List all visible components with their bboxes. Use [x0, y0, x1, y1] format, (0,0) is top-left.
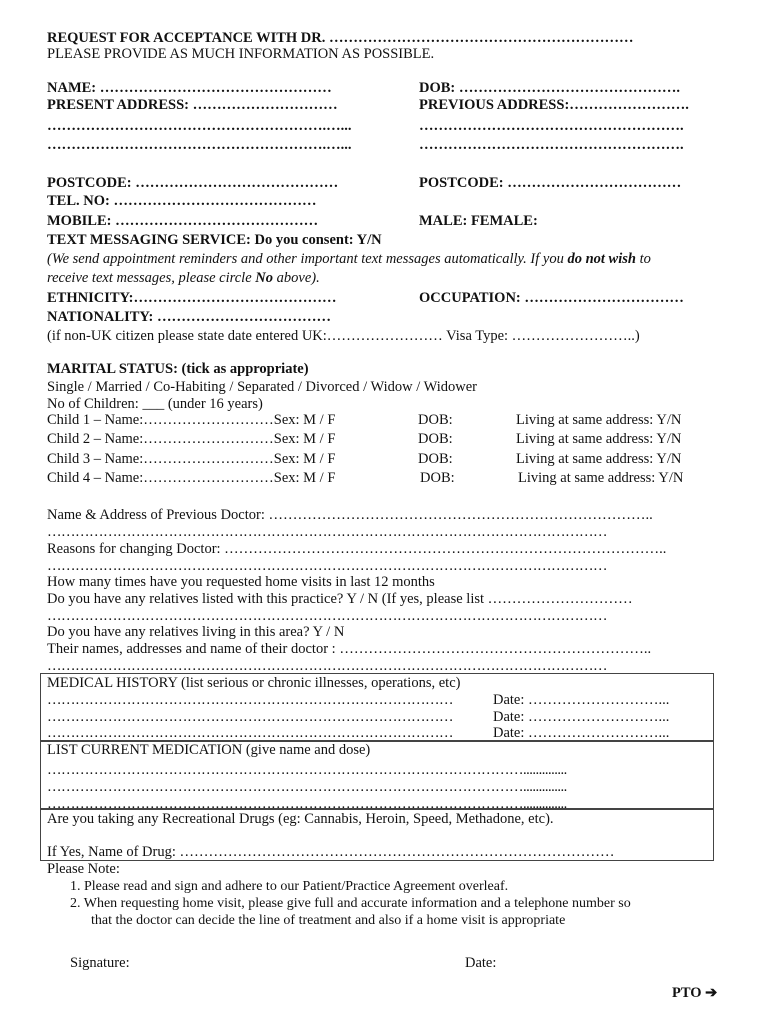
child-2-dob[interactable]: DOB: [418, 431, 453, 447]
previous-address-line-2[interactable]: ………………………………………………. [419, 137, 684, 153]
note-item-2: 2. When requesting home visit, please give full and accurate information and a telephone number so [70, 896, 631, 911]
medication-line-2[interactable]: ………………………………………………………………………………………….............. [47, 779, 567, 795]
drug-name-field[interactable]: If Yes, Name of Drug: ……………………………………………………………………………… [47, 844, 615, 860]
reasons-line[interactable]: ………………………………………………………………………………………………………… [47, 558, 607, 574]
medical-history-date-1[interactable]: Date: ………………………... [493, 692, 670, 708]
non-uk-field[interactable]: (if non-UK citizen please state date entered UK:…………………… Visa Type: ……………………..) [47, 328, 640, 344]
home-visits-question: How many times have you requested home visits in last 12 months [47, 574, 435, 590]
relatives-names-field[interactable]: Their names, addresses and name of their doctor : ……………………………………………………….. [47, 641, 652, 657]
medication-line-1[interactable]: ………………………………………………………………………………………….............. [47, 762, 567, 778]
child-1-living[interactable]: Living at same address: Y/N [516, 412, 682, 428]
pto-label: PTO ➔ [672, 985, 718, 1001]
previous-address-field[interactable]: PREVIOUS ADDRESS:……………………. [419, 97, 689, 113]
marital-status-heading: MARITAL STATUS: (tick as appropriate) [47, 361, 309, 377]
previous-address-line-1[interactable]: ………………………………………………. [419, 118, 684, 134]
tel-field[interactable]: TEL. NO: …………………………………… [47, 193, 317, 209]
form-title: REQUEST FOR ACCEPTANCE WITH DR. ……………………………………………………… [47, 30, 634, 46]
signature-field[interactable]: Signature: [70, 955, 130, 971]
present-address-line-1[interactable]: ………………………………………………….…... [47, 118, 352, 134]
nationality-field[interactable]: NATIONALITY: ……………………………… [47, 309, 331, 325]
child-1-name[interactable]: Child 1 – Name:………………………Sex: M / F [47, 412, 336, 428]
text-consent-note-line-1: (We send appointment reminders and other important text messages automatically. If you do not wish to [47, 251, 651, 267]
child-4-name[interactable]: Child 4 – Name:………………………Sex: M / F [47, 470, 336, 486]
child-2-name[interactable]: Child 2 – Name:………………………Sex: M / F [47, 431, 336, 447]
medication-line-3[interactable]: ………………………………………………………………………………………….............. [47, 796, 567, 812]
present-address-line-2[interactable]: ………………………………………………….…... [47, 137, 352, 153]
relatives-practice-field[interactable]: Do you have any relatives listed with this practice? Y / N (If yes, please list ………………………… [47, 591, 633, 607]
drugs-question: Are you taking any Recreational Drugs (eg: Cannabis, Heroin, Speed, Methadone, etc). [47, 811, 554, 827]
child-3-living[interactable]: Living at same address: Y/N [516, 451, 682, 467]
children-count-field[interactable]: No of Children: ___ (under 16 years) [47, 396, 263, 412]
form-subtitle: PLEASE PROVIDE AS MUCH INFORMATION AS POSSIBLE. [47, 46, 435, 62]
previous-postcode-field[interactable]: POSTCODE: ……………………………… [419, 175, 682, 191]
medical-history-heading: MEDICAL HISTORY (list serious or chronic illnesses, operations, etc) [47, 675, 461, 691]
child-4-dob[interactable]: DOB: [420, 470, 455, 486]
reasons-field[interactable]: Reasons for changing Doctor: ……………………………………………………………………………….. [47, 541, 667, 557]
medical-history-line-1[interactable]: …………………………………………………………………………… [47, 692, 453, 708]
child-3-dob[interactable]: DOB: [418, 451, 453, 467]
medical-history-date-2[interactable]: Date: ………………………... [493, 709, 670, 725]
text-consent-note-line-2: receive text messages, please circle No above). [47, 270, 320, 286]
note-item-2-cont: that the doctor can decide the line of treatment and also if a home visit is appropriate [70, 913, 566, 928]
child-1-dob[interactable]: DOB: [418, 412, 453, 428]
present-address-field[interactable]: PRESENT ADDRESS: ………………………… [47, 97, 338, 113]
occupation-field[interactable]: OCCUPATION: …………………………… [419, 290, 684, 306]
medical-history-line-3[interactable]: …………………………………………………………………………… [47, 725, 453, 741]
ethnicity-field[interactable]: ETHNICITY:…………………………………… [47, 290, 337, 306]
child-2-living[interactable]: Living at same address: Y/N [516, 431, 682, 447]
name-field[interactable]: NAME: ………………………………………… [47, 80, 332, 96]
text-consent-field[interactable]: TEXT MESSAGING SERVICE: Do you consent: Y/N [47, 232, 382, 248]
dob-field[interactable]: DOB: ………………………………………. [419, 80, 680, 96]
gender-checkboxes[interactable]: MALE: FEMALE: [419, 213, 538, 229]
note-item-1: 1. Please read and sign and adhere to our Patient/Practice Agreement overleaf. [70, 879, 509, 894]
child-3-name[interactable]: Child 3 – Name:………………………Sex: M / F [47, 451, 336, 467]
relatives-practice-line[interactable]: ………………………………………………………………………………………………………… [47, 608, 607, 624]
mobile-field[interactable]: MOBILE: …………………………………… [47, 213, 319, 229]
relatives-area-field[interactable]: Do you have any relatives living in this area? Y / N [47, 624, 345, 640]
child-4-living[interactable]: Living at same address: Y/N [518, 470, 684, 486]
previous-doctor-field[interactable]: Name & Address of Previous Doctor: …………………………………………………………………….. [47, 507, 653, 523]
previous-doctor-line[interactable]: ………………………………………………………………………………………………………… [47, 524, 607, 540]
medical-history-date-3[interactable]: Date: ………………………... [493, 725, 670, 741]
marital-status-options[interactable]: Single / Married / Co-Habiting / Separated / Divorced / Widow / Widower [47, 379, 477, 395]
relatives-names-line[interactable]: ………………………………………………………………………………………………………… [47, 658, 607, 674]
notes-heading: Please Note: [47, 861, 120, 877]
postcode-field[interactable]: POSTCODE: …………………………………… [47, 175, 339, 191]
medication-heading: LIST CURRENT MEDICATION (give name and dose) [47, 742, 371, 758]
medical-history-line-2[interactable]: …………………………………………………………………………… [47, 709, 453, 725]
date-field[interactable]: Date: [465, 955, 497, 971]
